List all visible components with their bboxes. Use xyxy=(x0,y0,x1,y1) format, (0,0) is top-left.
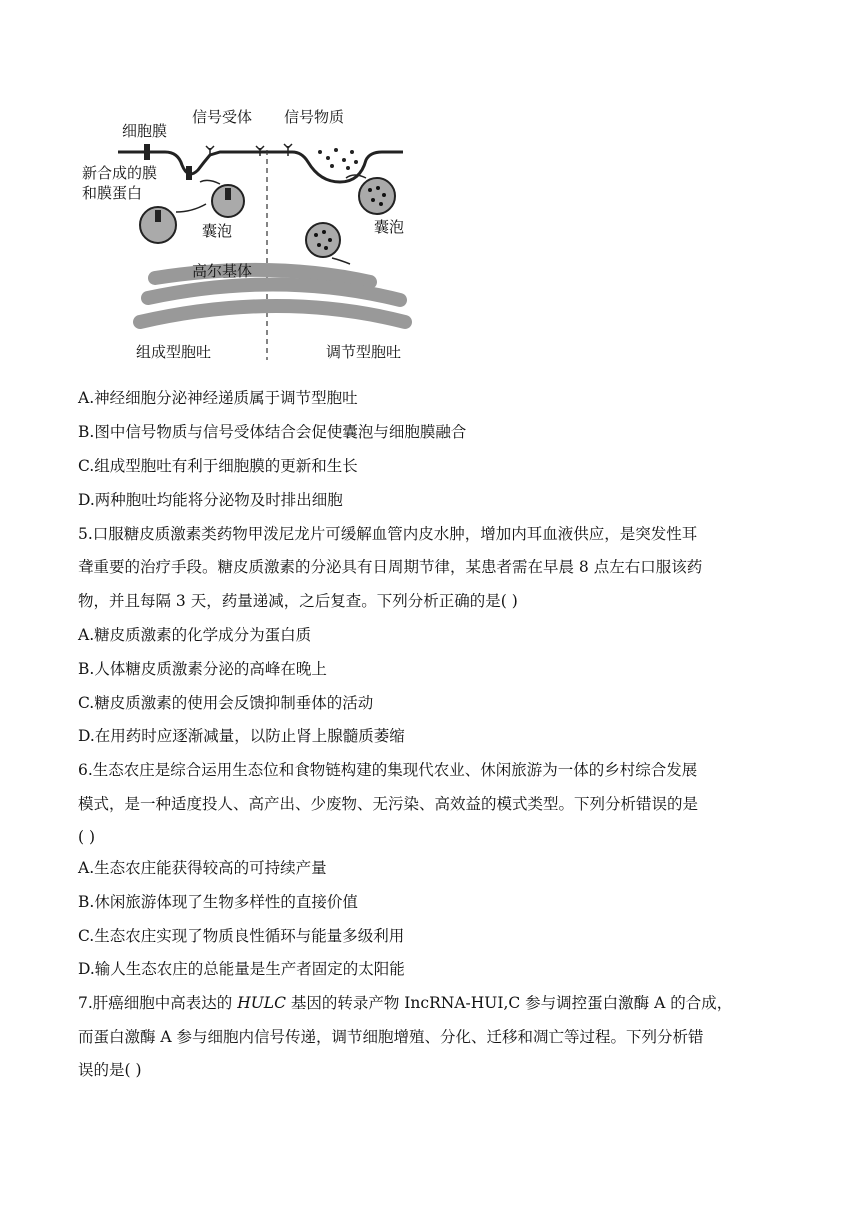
q5-option-d: D.在用药时应逐渐减量，以防止肾上腺髓质萎缩 xyxy=(78,727,405,745)
q5-option-b: B.人体糖皮质激素分泌的高峰在晚上 xyxy=(78,660,327,678)
q5-option-c: C.糖皮质激素的使用会反馈抑制垂体的活动 xyxy=(78,694,374,712)
vesicle-right-bottom xyxy=(306,223,340,257)
label-golgi: 高尔基体 xyxy=(192,262,253,280)
q7-stem-line2: 而蛋白激酶 A 参与细胞内信号传递，调节细胞增殖、分化、迁移和凋亡等过程。下列分析错 xyxy=(78,1028,704,1046)
q5-option-a: A.糖皮质激素的化学成分为蛋白质 xyxy=(78,626,312,644)
signal-receptor xyxy=(284,144,292,156)
label-vesicle-right: 囊泡 xyxy=(374,218,405,236)
q6-option-c: C.生态农庄实现了物质良性循环与能量多级利用 xyxy=(78,927,405,945)
q7-stem-post: 基因的转录产物 IncRNA-HUI,C 参与调控蛋白激酶 A 的合成， xyxy=(285,994,733,1012)
q7-stem-pre: 7.肝癌细胞中高表达的 xyxy=(78,994,238,1012)
q6-stem-line2: 模式，是一种适度投人、高产出、少废物、无污染、高效益的模式类型。下列分析错误的是 xyxy=(78,795,699,813)
label-regulated: 调节型胞吐 xyxy=(326,343,402,361)
arrow xyxy=(332,258,350,264)
q4-option-b: B.图中信号物质与信号受体结合会促使囊泡与细胞膜融合 xyxy=(78,423,467,441)
label-new-membrane-2: 和膜蛋白 xyxy=(82,184,143,202)
arrow xyxy=(200,180,220,184)
exocytosis-figure xyxy=(70,100,430,370)
membrane-protein xyxy=(144,144,150,160)
label-vesicle-left: 囊泡 xyxy=(202,222,233,240)
q5-stem-line3: 物，并且每隔 3 天，药量递减，之后复查。下列分析正确的是( ) xyxy=(78,592,518,610)
label-cell-membrane: 细胞膜 xyxy=(122,122,168,140)
golgi-layer xyxy=(140,306,405,322)
q7-stem-line3: 误的是( ) xyxy=(78,1061,142,1079)
q4-option-d: D.两种胞吐均能将分泌物及时排出细胞 xyxy=(78,491,343,509)
q5-stem-line1: 5.口服糖皮质激素类药物甲泼尼龙片可缓解血管内皮水肿，增加内耳血液供应，是突发性耳 xyxy=(78,525,698,543)
label-signal-receptor: 信号受体 xyxy=(192,108,253,126)
q4-option-a: A.神经细胞分泌神经递质属于调节型胞吐 xyxy=(78,389,358,407)
cell-membrane-line xyxy=(118,152,403,182)
q5-stem-line2: 聋重要的治疗手段。糖皮质激素的分泌具有日周期节律，某患者需在早晨 8 点左右口服该药 xyxy=(78,558,703,576)
label-signal-substance: 信号物质 xyxy=(284,108,345,126)
vesicle-right-top xyxy=(359,178,395,214)
q7-gene-name: HULC xyxy=(237,994,286,1012)
q7-stem-line1 xyxy=(78,992,732,1014)
q6-stem-line3: ( ) xyxy=(78,828,96,846)
label-new-membrane-1: 新合成的膜 xyxy=(82,164,158,182)
q6-stem-line1: 6.生态农庄是综合运用生态位和食物链构建的集现代农业、休闲旅游为一体的乡村综合发展 xyxy=(78,761,698,779)
membrane-protein xyxy=(186,166,192,180)
q4-option-c: C.组成型胞吐有利于细胞膜的更新和生长 xyxy=(78,457,358,475)
signal-substance-dots xyxy=(318,148,358,170)
q6-option-a: A.生态农庄能获得较高的可持续产量 xyxy=(78,859,327,877)
golgi-layer xyxy=(148,284,400,300)
q6-option-d: D.输人生态农庄的总能量是生产者固定的太阳能 xyxy=(78,960,405,978)
q6-option-b: B.休闲旅游体现了生物多样性的直接价值 xyxy=(78,893,358,911)
arrow xyxy=(176,204,206,212)
label-constitutive: 组成型胞吐 xyxy=(136,343,212,361)
exocytosis-diagram xyxy=(70,100,430,370)
